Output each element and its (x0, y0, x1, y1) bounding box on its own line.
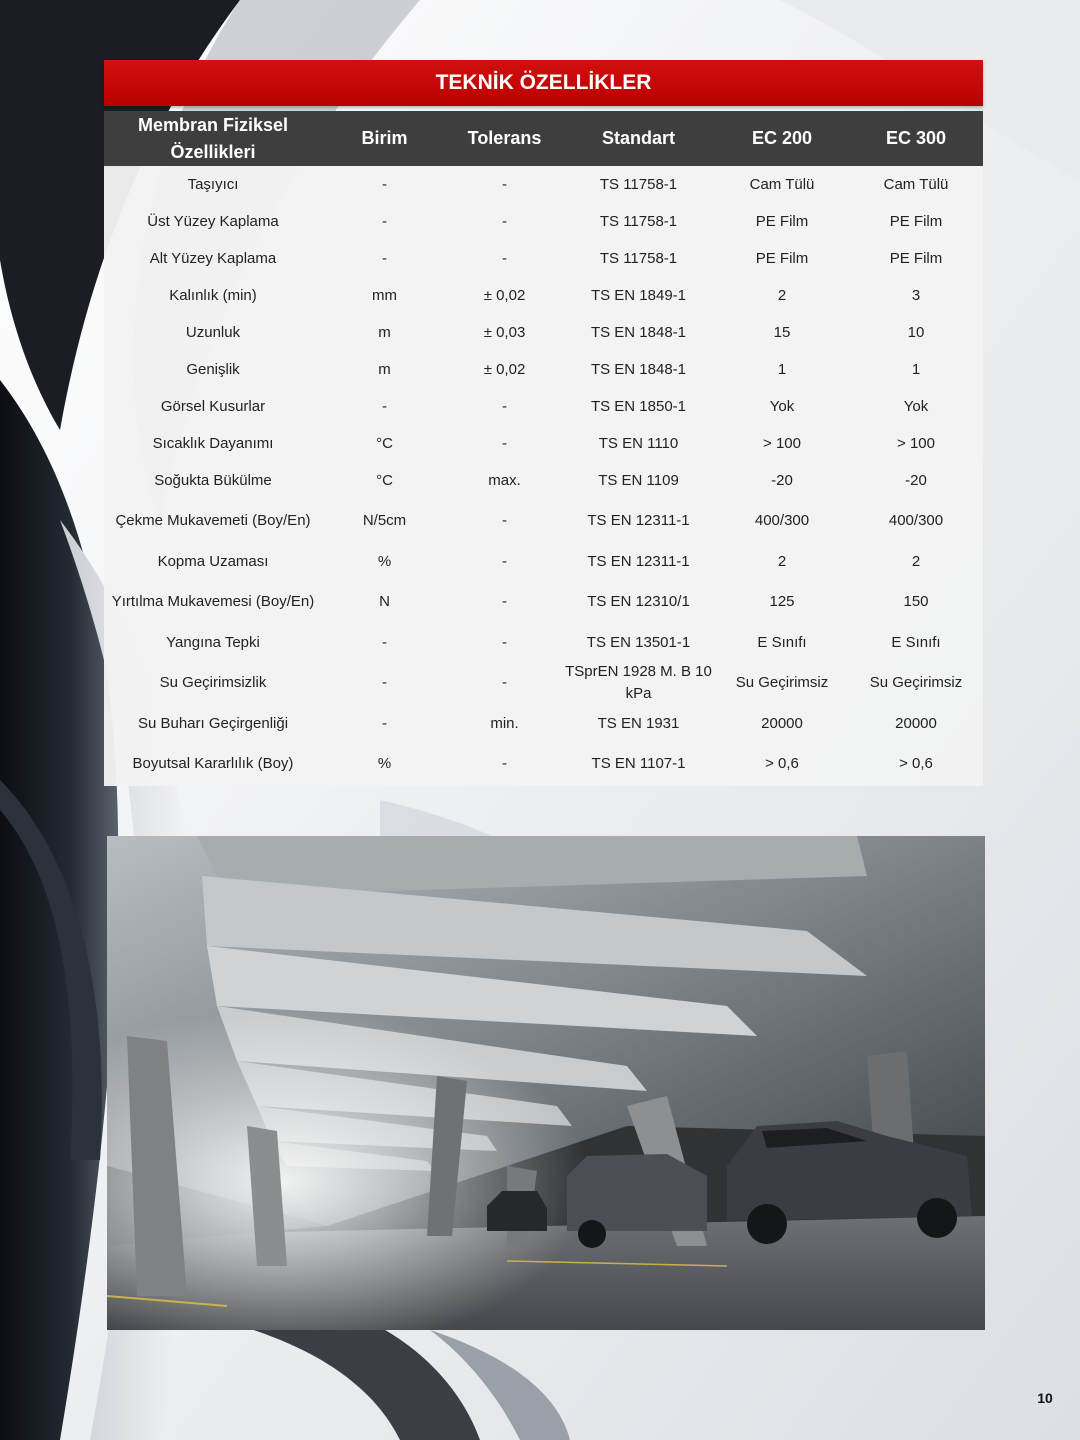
table-row (104, 166, 983, 203)
table-cell: TS EN 1849-1 (590, 286, 687, 304)
table-row (104, 499, 983, 543)
table-cell: Çekme Mukavemeti (Boy/En) (115, 512, 311, 529)
table-cell: °C (376, 434, 393, 452)
table-cell: - (502, 397, 507, 415)
table-cell: PE Film (889, 249, 943, 267)
table-cell: N (379, 593, 390, 610)
table-row (104, 277, 983, 314)
table-cell: % (377, 755, 392, 772)
table-cell: Yırtılma Mukavemesi (Boy/En) (111, 593, 315, 610)
table-cell: > 0,6 (899, 755, 933, 772)
table-row (104, 705, 983, 742)
table-cell: Su Geçirimsiz (869, 674, 963, 691)
table-cell: - (382, 714, 387, 732)
table-cell: E Sınıfı (891, 633, 941, 651)
table-cell: E Sınıfı (757, 633, 807, 651)
table-cell: - (382, 397, 387, 415)
table-cell: TS EN 12310/1 (587, 593, 690, 610)
column-header: Membran Fiziksel Özellikleri (137, 114, 289, 162)
table-row (104, 388, 983, 425)
table-cell: > 100 (763, 434, 801, 452)
table-row (104, 462, 983, 499)
table-cell: - (382, 175, 387, 193)
parking-garage-photo (107, 836, 985, 1330)
table-cell: Taşıyıcı (187, 175, 239, 193)
table-cell: 20000 (761, 714, 803, 732)
table-cell: > 0,6 (765, 755, 799, 772)
table-cell: 10 (907, 323, 925, 341)
table-cell: - (502, 434, 507, 452)
table-cell: TS EN 1850-1 (590, 397, 687, 415)
table-cell: PE Film (889, 212, 943, 230)
table-cell: 400/300 (888, 512, 944, 529)
table-row (104, 543, 983, 580)
table-cell: Su Geçirimsiz (735, 674, 829, 691)
table-cell: ± 0,02 (483, 360, 526, 378)
table-cell: Yok (769, 397, 795, 415)
column-header: Tolerans (467, 128, 542, 148)
table-cell: Sıcaklık Dayanımı (152, 434, 274, 452)
table-cell: 20000 (895, 714, 937, 732)
table-row (104, 624, 983, 661)
table-cell: PE Film (755, 249, 809, 267)
table-cell: ± 0,03 (483, 323, 526, 341)
table-cell: Alt Yüzey Kaplama (149, 249, 277, 267)
table-cell: 1 (777, 360, 787, 378)
table-cell: Su Geçirimsizlik (159, 674, 267, 691)
table-cell: - (382, 212, 387, 230)
table-cell: TS EN 1109 (598, 471, 679, 489)
column-header: EC 200 (751, 128, 813, 148)
table-cell: max. (488, 471, 521, 489)
table-row (104, 580, 983, 624)
table-cell: - (502, 633, 507, 651)
table-cell: 15 (773, 323, 791, 341)
table-cell: Uzunluk (185, 323, 241, 341)
table-cell: mm (372, 286, 397, 304)
table-cell: TS EN 1107-1 (591, 755, 686, 772)
table-cell: TS 11758-1 (599, 175, 678, 193)
table-cell: Üst Yüzey Kaplama (147, 212, 279, 230)
table-cell: Su Buharı Geçirgenliği (137, 714, 289, 732)
page-number: 10 (1037, 1390, 1053, 1406)
table-cell: - (502, 249, 507, 267)
table-cell: 150 (903, 593, 929, 610)
table-cell: Cam Tülü (749, 175, 815, 193)
table-cell: Görsel Kusurlar (160, 397, 266, 415)
table-header-row (104, 111, 983, 166)
table-row (104, 425, 983, 462)
table-cell: N/5cm (362, 512, 407, 529)
table-cell: - (502, 593, 507, 610)
table-cell: TS 11758-1 (599, 212, 678, 230)
table-cell: TS EN 13501-1 (586, 633, 691, 651)
table-row (104, 203, 983, 240)
table-row (104, 351, 983, 388)
table-cell: Cam Tülü (883, 175, 949, 193)
table-row (104, 742, 983, 786)
table-cell: Kalınlık (min) (169, 286, 257, 304)
table-cell: Kopma Uzaması (157, 552, 269, 570)
section-title-bar (104, 60, 983, 106)
table-cell: 3 (911, 286, 921, 304)
table-cell: -20 (771, 471, 793, 489)
table-cell: TS EN 1848-1 (590, 323, 687, 341)
table-row (104, 240, 983, 277)
table-cell: - (502, 212, 507, 230)
table-row (104, 314, 983, 351)
table-cell: TS EN 12311-1 (587, 552, 690, 570)
table-cell: - (502, 175, 507, 193)
table-cell: m (378, 360, 391, 378)
table-cell: - (382, 674, 387, 691)
column-header: Standart (601, 128, 675, 148)
table-cell: TSprEN 1928 M. B 10 kPa (565, 663, 712, 702)
table-cell: Yok (903, 397, 929, 415)
table-cell: TS EN 1848-1 (590, 360, 687, 378)
table-cell: 1 (911, 360, 921, 378)
table-cell: 2 (777, 552, 787, 570)
table-cell: > 100 (897, 434, 935, 452)
table-cell: m (378, 323, 391, 341)
table-cell: Soğukta Bükülme (154, 471, 272, 489)
table-cell: - (382, 249, 387, 267)
table-cell: - (502, 512, 507, 529)
table-cell: °C (376, 471, 393, 489)
table-cell: % (377, 552, 392, 570)
table-cell: 2 (911, 552, 921, 570)
table-cell: - (502, 755, 507, 772)
technical-specs-table (104, 111, 983, 786)
column-header: Birim (361, 128, 408, 148)
table-cell: Genişlik (186, 360, 240, 378)
table-cell: Boyutsal Kararlılık (Boy) (132, 755, 294, 772)
section-title: TEKNİK ÖZELLİKLER (435, 71, 652, 94)
table-cell: - (382, 633, 387, 651)
table-cell: TS EN 12311-1 (587, 512, 690, 529)
table-cell: - (502, 674, 507, 691)
table-cell: -20 (905, 471, 927, 489)
table-cell: min. (490, 714, 519, 732)
table-cell: - (502, 552, 507, 570)
table-cell: ± 0,02 (483, 286, 526, 304)
table-cell: 400/300 (754, 512, 810, 529)
table-cell: PE Film (755, 212, 809, 230)
table-cell: TS 11758-1 (599, 249, 678, 267)
table-cell: TS EN 1110 (598, 434, 679, 452)
table-cell: 125 (769, 593, 795, 610)
column-header: EC 300 (885, 128, 947, 148)
table-cell: Yangına Tepki (166, 633, 260, 651)
table-cell: TS EN 1931 (597, 714, 680, 732)
table-row (104, 661, 983, 705)
table-cell: 2 (777, 286, 787, 304)
